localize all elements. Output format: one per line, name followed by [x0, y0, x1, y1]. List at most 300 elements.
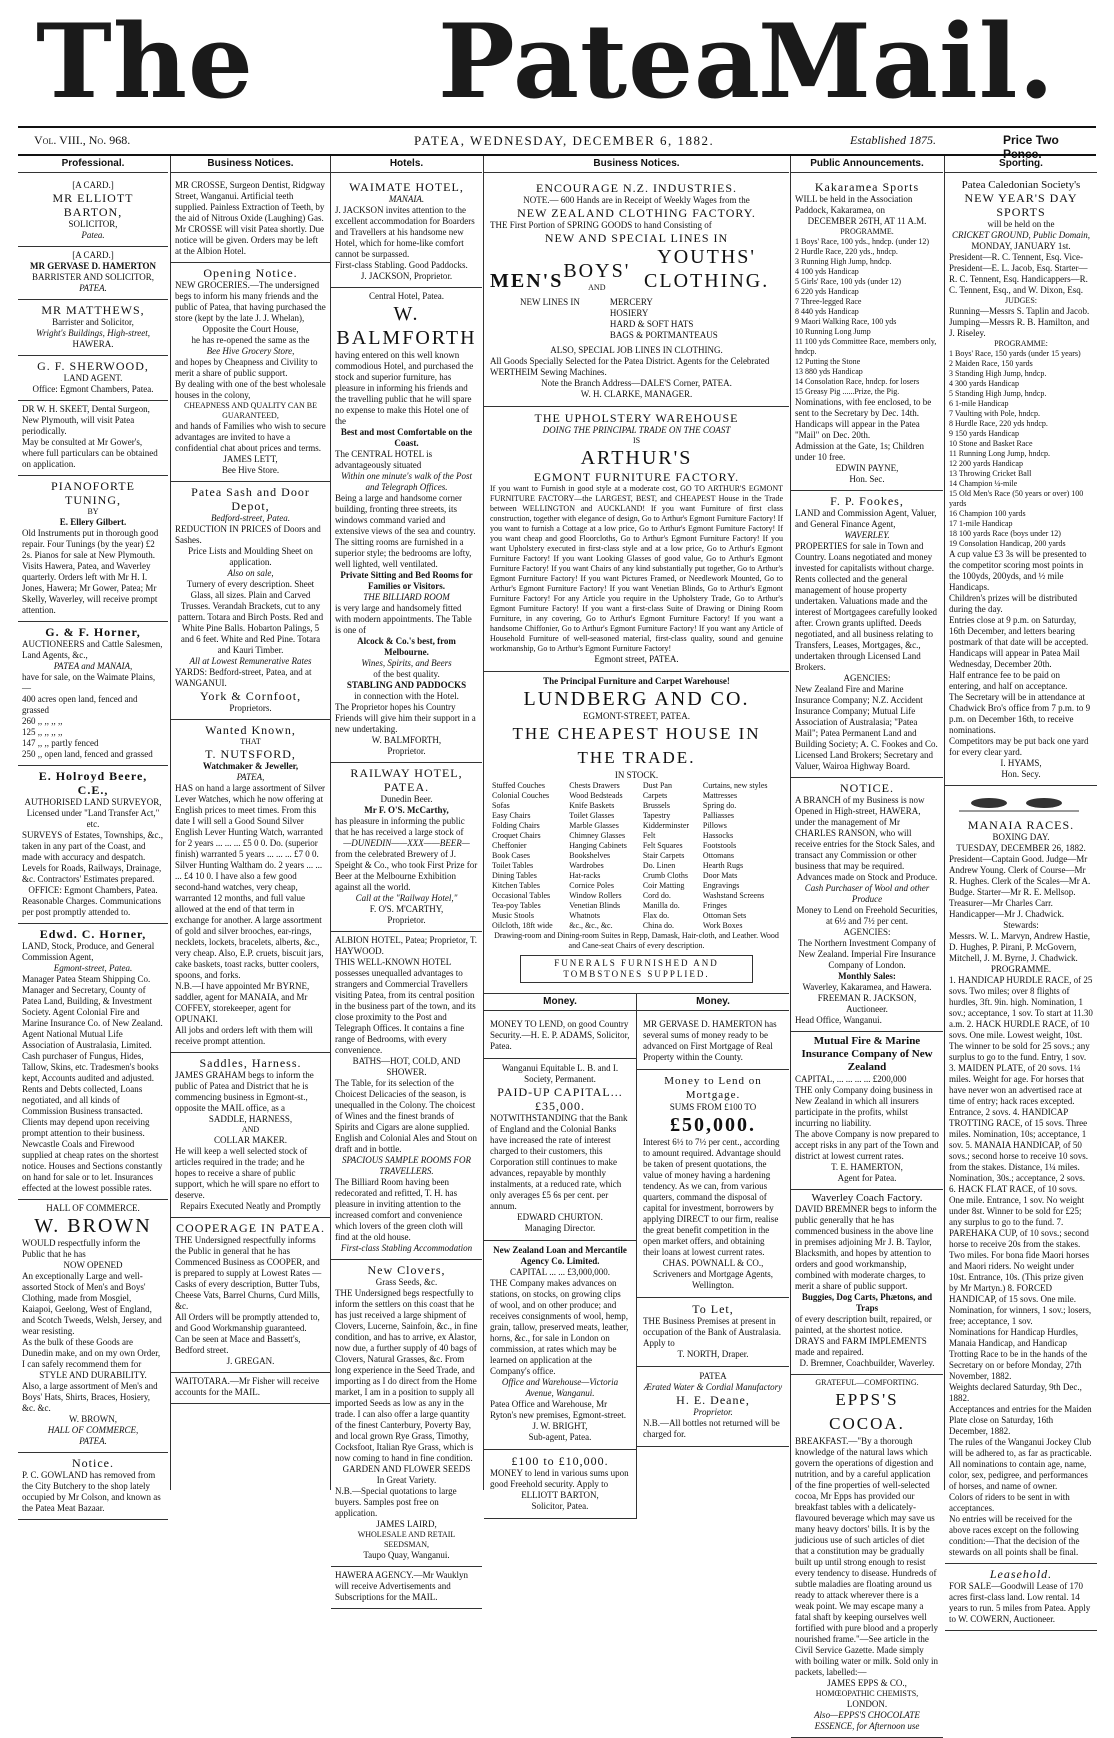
programme-item: 13 Throwing Cricket Ball: [949, 469, 1032, 478]
ad-line: D. Bremner, Coachbuilder, Waverley.: [799, 1358, 935, 1368]
ad-line: PATEA and MANAIA,: [53, 661, 133, 671]
ad-jackson-notice: [791, 778, 943, 1032]
ad-text: Children's prizes will be distributed during the day.: [949, 593, 1078, 614]
ad-text: PROPERTIES for sale in Town and Country. Loans negotiated and money invested for capitalists without charge. Rents collected and the general management of house property undertaken. Valuations made and the interest of Mortgagees carefully looked after. Crown grants uplifted. Deeds negotiated, and all business relating to Transfers, Leases, Mortgages, &c., undertaken through Licensed Land Brokers.: [795, 541, 937, 672]
ad-line: W. H. CLARKE, MANAGER.: [580, 389, 693, 399]
ad-line: GRATEFUL—COMFORTING.: [815, 1378, 919, 1387]
ad-text: having entered on this well known commodious Hotel, and purchased the stock and superior furniture, has pleasure in informing his friends and the travelling public that he will spare no expense to make this Hotel one of the: [335, 350, 474, 426]
ad-title: Waverley Coach Factory.: [811, 1192, 923, 1204]
ad-line: Private Sitting and Bed Rooms for Families or Visitors.: [340, 570, 473, 591]
ad-line: Best and most Comfortable on the Coast.: [340, 427, 473, 448]
ad-graham: [171, 1053, 330, 1218]
ad-line: York & Cornfoot,: [199, 689, 302, 703]
masthead: [18, 2, 1096, 122]
ad-line: Bee Hive Store.: [221, 465, 280, 475]
ad-text: The Northern Investment Company of New Zealand. Imperial Fire Insurance Company of London.: [798, 938, 936, 970]
stock-item: Chests Drawers: [569, 781, 620, 790]
ad-line: W. BALMFORTH,: [371, 735, 442, 745]
ad-line: THE BILLIARD ROOM: [363, 592, 450, 602]
programme-item: 4 300 yards Handicap: [949, 379, 1019, 388]
ad-text: LAND and Commission Agent, Valuer, and General Finance Agent,: [795, 508, 937, 529]
ad-line: First-class Stabling. Good Paddocks.: [335, 260, 468, 270]
ad-title: Wanganui Equitable L. B. and I. Society, Permanent.: [501, 1063, 619, 1084]
programme-item: 13 880 yds Handicap: [795, 367, 863, 376]
ad-line: CRICKET GROUND, Public Domain,: [951, 230, 1091, 240]
stock-row: [490, 781, 783, 791]
ad-waimate-hotel: [331, 177, 482, 288]
place-date: PATEA, WEDNESDAY, DECEMBER 6, 1882.: [414, 133, 715, 148]
ad-text: HAWERA AGENCY.—Mr Wauklyn will receive Advertisements and Subscriptions for the MAIL.: [335, 1570, 468, 1602]
ad-text: Weights declared Saturday, 9th Dec., 1882.: [949, 1382, 1082, 1403]
ad-nutsford: [171, 720, 330, 1053]
programme-item: 3 Running High Jump, hndcp.: [795, 257, 892, 266]
stock-item: Ottomans: [702, 851, 734, 860]
ad-line: Stewards:: [1003, 920, 1039, 930]
stock-item: Curtains, new styles: [702, 781, 768, 790]
ad-pownall: [637, 1070, 789, 1298]
ad-line: EGMONT FURNITURE FACTORY.: [533, 470, 740, 484]
masthead-word-1: The: [36, 2, 254, 122]
programme-item: 9 Maori Walking Race, 100 yds: [795, 317, 897, 326]
stock-item: Chimney Glasses: [569, 831, 626, 840]
stock-item: Dust Pan: [642, 781, 672, 790]
stock-row: [490, 851, 783, 861]
stock-item: Footstools: [702, 841, 737, 850]
column-heading: Money.: [637, 994, 789, 1011]
ad-line: DOING THE PRINCIPAL TRADE ON THE COAST: [542, 425, 731, 435]
column-heading: Hotels.: [331, 156, 482, 173]
ad-line: T. NORTH, Draper.: [677, 1349, 749, 1359]
money-left: [484, 994, 636, 1519]
ad-line: THE CHEAPEST HOUSE IN THE TRADE.: [512, 724, 761, 767]
ad-line: of the best quality.: [373, 669, 440, 679]
ad-line: PATEA.: [79, 1436, 107, 1446]
ad-text: The Table, for its selection of the Choicest Delicacies of the season, is unequalled in the Colony. The choicest of Wines and the finest brands of Spirits and Cigars are alone supplied. English and Colonial Ales and Stout on draft and in bottle.: [335, 1078, 477, 1154]
stock-item: Occasional Tables: [492, 891, 551, 900]
ad-text: HAS on hand a large assortment of Silver Lever Watches, which he now offering at English prices to meet times. From this date I will sell a Good Sound Silver English Lever Hunting Watch, warranted for 2 years ... ... ... £5 0 0. Do. (superior finish) warranted 5 years ... ... ... £7 0 0. Silver Hunting Waltham do. 2 years ... ... ... £4 10 0. I have also a few good second-hand watches, very cheap, warranted 12 months, and full value allowed at the end of that term in exchange for another. A large assortment of gold and silver brooches, ear-rings, necklets, lockets, bracelets, alberts, &c., very cheap. Also, E.P. cruets, biscuit jars, cake baskets, toast racks, butter coolers, spoons, and forks.: [175, 783, 326, 980]
ad-albion-hotel: [331, 932, 482, 1260]
ad-text: of every description built, repaired, or painted, at the shortest notice.: [795, 1314, 932, 1335]
ad-title: Opening Notice.: [203, 266, 298, 280]
ad-text: Messrs. W. L. Marvyn, Andrew Hastie, D. Hughes, P. Pirani, P. McGovern, Mitchell, J. M. Byrne, J. Chadwick.: [949, 931, 1090, 963]
ad-beere: [18, 766, 168, 924]
ad-gowland: [18, 1453, 168, 1520]
ad-line: Proprietor.: [693, 1407, 733, 1417]
ad-line: 125 ,, ,, ,, ,,: [22, 727, 63, 737]
stock-item: Cheffonier: [492, 841, 527, 850]
stock-item: Marble Glasses: [569, 821, 619, 830]
stock-item: Tapestry: [642, 811, 671, 820]
ad-line: Alcock & Co.'s best, from Melbourne.: [357, 636, 456, 657]
column-hotels: [330, 156, 482, 1602]
stock-row: [490, 861, 783, 871]
ad-arthurs: [484, 407, 789, 672]
stock-item: Hassocks: [702, 831, 734, 840]
ad-text: The above Company is now prepared to accept risks in any part of the Town and district at lowest current rates.: [795, 1129, 939, 1161]
ad-title: Mutual Fire & Marine Insurance Company of New Zealand: [801, 1035, 933, 1073]
ad-line: FUNERALS FURNISHED AND TOMBSTONES SUPPLIED.: [520, 955, 753, 983]
ad-text: THE Company makes advances on stations, on stocks, on growing clips of wool, and on other produce; and receives consignments of wool, hemp, grain, tallow, preserved meats, leather, horns, &c., for sale in London on commission, at rates which may be learned on application at the Company's office.: [490, 1278, 629, 1376]
stock-item: Colonial Couches: [492, 791, 550, 800]
ad-line: PROGRAMME.: [840, 227, 894, 236]
ad-hawera-agency: [331, 1567, 482, 1609]
ad-mutual-fire: [791, 1032, 943, 1190]
ad-skeet: [18, 401, 168, 476]
ad-line: 400 acres open land, fenced and grassed: [22, 694, 138, 715]
ad-text: and hands of Families who wish to secure advantages are invited to have a confidential chat about prices and terms.: [175, 421, 326, 453]
ad-title: New Zealand Loan and Mercantile Agency Co. Limited.: [493, 1245, 627, 1266]
ad-line: SUMS FROM £100 TO: [669, 1102, 757, 1112]
ad-crosse: [171, 177, 330, 263]
ad-text: MR CROSSE, Surgeon Dentist, Ridgway Street, Wanganui. Artificial teeth supplied. Painless Extraction of Teeth, by the aid of Nitrous Oxide (Laughing) Gas.: [175, 180, 325, 223]
ad-title: F. P. Fookes,: [830, 494, 904, 508]
ad-line: Proprietor.: [387, 915, 426, 925]
ad-text: N.B.—I have appointed Mr BYRNE, saddler, agent for MANAIA, and Mr COFFEY, storekeeper, agent for OPUNAKI.: [175, 981, 310, 1024]
stock-item: Ottoman Sets: [702, 911, 747, 920]
ad-line: Egmont street, PATEA.: [594, 654, 679, 664]
programme-item: 2 Maiden Race, 150 yards: [949, 359, 1033, 368]
stock-item: Washstand Screens: [702, 891, 765, 900]
ad-title: MR GERVASE D. HAMERTON: [29, 261, 157, 271]
ad-line: FREEMAN R. JACKSON,: [817, 993, 917, 1003]
ad-text: As the bulk of these Goods are Dunedin make, and on my own Order, I can safely recommend them for: [22, 1337, 161, 1369]
ad-text: THE Undersigned begs respectfully to inform the settlers on this coast that he has just received a large shipment of Clovers, Lucerne, Sainfoin, &c., in fine condition, and has to arrive, ex Alastor, now due, a further supply of 40 bags of Clovers, Natural Grasses, &c. From long experience in the Seed Trade, and importing as I do direct from the Home market, I am in a position to supply all imported Seeds as low as any in the trade. I can also offer a large quantity of the finest Canterbury, Poverty Bay, and local grown Rye Grass, Timothy, Cocksfoot, Italian Rye Grass, which is now coming to hand in fine condition.: [335, 1288, 478, 1463]
ad-line: Managing Director.: [524, 1223, 596, 1233]
ad-line: Office: Egmont Chambers, Patea.: [32, 384, 154, 394]
ad-line: HALL OF COMMERCE,: [47, 1425, 139, 1435]
ad-line: W. BALMFORTH: [336, 303, 477, 349]
ad-title: H. E. Deane,: [676, 1393, 750, 1407]
stock-item: Carpets: [642, 791, 668, 800]
programme-item: 4 100 yds Handicap: [795, 267, 859, 276]
established-note: Established 1875.: [850, 133, 936, 147]
ad-title: W. BROWN: [34, 1215, 152, 1237]
ad-line: Bee Hive Grocery Store,: [206, 346, 295, 356]
ad-line: F. O'S. M'CARTHY,: [369, 904, 444, 914]
ad-line: Call at the "Railway Hotel,": [355, 893, 458, 903]
ad-text: J. JACKSON invites attention to the excellent accommodation for Boarders and Travellers at his handsome new Hotel, which for home-like comfort cannot be surpassed.: [335, 205, 475, 259]
ad-text: NEW GROCERIES.—The undersigned begs to inform his many friends and the public of Patea, that having purchased the store (kept by the late J. J. Whelan),: [175, 280, 326, 323]
stock-item: Bookshelves: [569, 851, 611, 860]
ad-line: Price Lists and Moulding Sheet on application.: [188, 546, 313, 567]
ad-text: Half entrance fee to be paid on entering, and half on acceptance.: [949, 670, 1068, 691]
stock-item: Cord do.: [642, 891, 671, 900]
stock-item: Door Mats: [702, 871, 738, 880]
ad-text: DAVID BREMNER begs to inform the public generally that he has commenced business in the above line in premises adjoining Mr J. B. Taylor, Blacksmith, and hopes by attention to orders and good workmanship, combined with moderate charges, to merit a share of public support.: [795, 1204, 937, 1291]
programme-item: 15 Old Men's Race (50 years or over) 100 yards: [949, 489, 1084, 508]
ad-deane: [637, 1367, 789, 1447]
stock-row: [490, 871, 783, 881]
programme-item: 6 1-mile Handicap: [949, 399, 1009, 408]
ad-text: Admission at the Gate, 1s; Children under 10 free.: [795, 441, 924, 462]
ad-text: Turnery of every description. Sheet Glass, all sizes. Plain and Carved Trusses. Verandah Brackets, cut to any pattern. Totara and Birch Posts. Red and White Pine Balls. Hobarton Palings, 5 and 6 feet. White and Red Pine. Totara and Kauri Timber.: [177, 579, 324, 655]
ad-line: Dunedin Beer.: [380, 794, 433, 804]
stock-item: Wood Bedsteads: [569, 791, 623, 800]
stock-item: Brussels: [642, 801, 670, 810]
ad-text: All Orders will be promptly attended to, and Good Workmanship guaranteed.: [175, 1312, 320, 1333]
ad-line: PATEA: [699, 1371, 727, 1381]
ad-line: Mr F. O'S. McCarthy,: [364, 805, 449, 815]
ad-line: Grass Seeds, &c.: [375, 1277, 438, 1287]
ad-hamerton-money: [637, 1015, 789, 1070]
stock-row: [490, 921, 783, 931]
ad-line: E. Ellery Gilbert.: [59, 517, 127, 527]
ad-text: THIS WELL-KNOWN HOTEL possesses unequalled advantages to strangers and Commercial Travellers visiting Patea, from its central position in the business part of the town, and its close proximity to the Post and Telegraph Offices. It contains a fine range of Bedrooms, with every convenience.: [335, 957, 476, 1055]
ad-line: LONDON.: [846, 1699, 888, 1709]
programme-item: 7 Vaulting with Pole, hndcp.: [949, 409, 1040, 418]
ad-line: CHEAPNESS AND QUALITY CAN BE GUARANTEED,: [183, 401, 318, 420]
racehorse-illustration: [949, 789, 1089, 815]
programme-list: [795, 237, 939, 397]
ad-lett: [171, 263, 330, 482]
ad-line: OFFICE: Egmont Chambers, Patea.: [28, 885, 158, 895]
ad-text: The Secretary will be in attendance at Chadwick Bro's office from 7 p.m. to 9 p.m. on December 16th, to receive nominations.: [949, 692, 1091, 735]
stock-item: Kidderminster: [642, 821, 690, 830]
ad-line: In Great Variety.: [376, 1475, 437, 1485]
ad-line: Sub-agent, Patea.: [528, 1432, 592, 1442]
stock-item: Croquet Chairs: [492, 831, 541, 840]
ad-line: J. W. BRIGHT,: [532, 1421, 588, 1431]
ad-text: All nominations to contain age, name, color, sex, pedigree, and performances of horses, and name of owner.: [949, 1459, 1088, 1491]
stock-item: Hearth Rugs: [702, 861, 744, 870]
ad-line: EDWIN PAYNE,: [835, 463, 899, 473]
ad-line: Monthly Sales:: [838, 971, 896, 981]
ad-line: Auctioneer.: [846, 1004, 888, 1014]
programme-item: 18 100 yards Race (boys under 12): [949, 529, 1061, 538]
ad-text: DRAYS and FARM IMPLEMENTS made and repaired.: [795, 1336, 927, 1357]
ad-line: SPACIOUS SAMPLE ROOMS FOR TRAVELLERS.: [341, 1155, 472, 1176]
stock-item: Wardrobes: [569, 861, 604, 870]
ad-line: T. E. HAMERTON,: [831, 1162, 903, 1172]
ad-line: Licensed under "Land Transfer Act," etc.: [26, 808, 160, 829]
ad-text: DR W. H. SKEET, Dental Surgeon, New Plymouth, will visit Patea periodically.: [22, 404, 150, 436]
programme-item: 5 Girls' Race, 100 yds (under 12): [795, 277, 902, 286]
ad-line: Repairs Executed Neatly and Promptly: [180, 1201, 321, 1211]
ad-line: CAPITAL ... ... £3,000,000.: [510, 1267, 610, 1277]
ad-horner-edwd: [18, 924, 168, 1200]
ad-title: Central Hotel, Patea.: [369, 291, 444, 301]
ad-title: NEW ZEALAND CLOTHING FACTORY.: [517, 206, 756, 220]
ad-line: All at Lowest Remunerative Rates: [189, 656, 312, 666]
ad-text: BREAKFAST.—"By a thorough knowledge of the natural laws which govern the operations of digestion and nutrition, and by a careful application of the fine properties of well-selected cocoa, Mr Epps has provided our breakfast tables with a delicately-flavoured beverage which may save us many heavy doctors' bills. It is by the judicious use of such articles of diet that a constitution may be gradually built up until strong enough to resist every tendency to disease. Hundreds of subtle maladies are floating around us ready to attack wherever there is a weak point. We may escape many a fatal shaft by keeping ourselves well fortified with pure blood and a properly nourished frame."—See article in the Civil Service Gazette. Made simply with boiling water or milk. Sold only in packets, labelled:—: [795, 1436, 938, 1677]
column-heading: Money.: [484, 994, 636, 1011]
stock-item: Oilcloth, 18ft wide: [492, 921, 553, 930]
programme-item: 1 Boys' Race, 100 yds., hndcp. (under 12): [795, 237, 930, 246]
ad-line: MONDAY, JANUARY 1st.: [971, 241, 1071, 251]
programme-item: 10 Stone and Basket Race: [949, 439, 1033, 448]
ad-text: MONEY TO LEND, on good Country Security.—H. E. P. ADAMS, Solicitor, Patea.: [490, 1019, 630, 1051]
stock-row: [490, 901, 783, 911]
programme-item: 12 Putting the Stone: [795, 357, 861, 366]
ad-text: A BRANCH of my Business is now Opened in High-street, HAWERA, under the management of Mr CHARLES RANSON, who will receive entries for the Stock Sales, and transact any Commission or other business that may be required.: [795, 795, 935, 871]
programme-item: 5 Standing High Jump, hndcp.: [949, 389, 1047, 398]
ad-fookes: [791, 491, 943, 778]
ad-title: E. Holroyd Beere, C.E.,: [38, 769, 148, 797]
stock-row: [490, 911, 783, 921]
programme-item: 8 440 yds Handicap: [795, 307, 859, 316]
ad-title: Leasehold.: [989, 1567, 1053, 1581]
ad-line: —DUNEDIN——XXX——BEER—: [343, 838, 470, 848]
column-public-announcements: [790, 156, 943, 1731]
masthead-word-2: Patea: [438, 2, 762, 122]
stock-row: [490, 891, 783, 901]
ad-text: WOULD respectfully inform the Public that he has: [22, 1238, 141, 1259]
programme-item: 15 Greasy Pig ......Prize, the Pig.: [795, 387, 900, 396]
ad-line: Barrister and Solicitor,: [52, 317, 134, 327]
ad-adams: [484, 1015, 636, 1059]
ad-line: 250 ,, open land, fenced and grassed: [22, 749, 153, 759]
stock-item: Felt Squares: [642, 841, 683, 850]
column-sporting: [944, 156, 1097, 1624]
ad-line: ELLIOTT BARTON,: [521, 1490, 599, 1500]
ad-line: NOTE.— 600 Hands are in Receipt of Weekly Wages from the: [523, 195, 750, 205]
ad-line: NEW AND SPECIAL LINES IN: [544, 231, 729, 245]
ad-text: If you want to Furnish in good style at a moderate cost, GO TO ARTHUR'S EGMONT FURNITURE FACTORY—the LARGEST, BEST, and CHEAPEST House in the Trade between WELLINGTON and AUCKLAND! If you want Furniture of first class construction, together with elegance of design, Go to Arthur's Egmont Furniture Factory! If you want to furnish a Cottage at a low price, Go to Arthur's Egmont Furniture Factory! If you want cheap and good Floorcloths, Go to Arthur's Egmont Furniture Factory! If you want Upholstery executed in first-class style and at a low price, Go to Arthur's Egmont Furniture Factory! If you want Looking Glasses of good value, Go to Arthur's Egmont Furniture Factory! If you want Chairs of any kind substantially put together, Go to Arthur's Egmont Furniture Factory! If you want Pictures Framed, or Needlework Mounted, Go to Arthur's Egmont Furniture Factory! If you want Venetian Blinds, Go to Arthur's Egmont Furniture Factory! For any Article you require in the Upholstery Trade, Go to Arthur's Egmont Furniture Factory! If you want a first-class Suite of Drawing or Dining Room Furniture, in any covering, Go to Arthur's Egmont Furniture Factory! If you want a handsome Chiffonier, Go to Arthur's Egmont Furniture Factory! If you want any Article of Household Furniture of well-seasoned material, first-class quality, sound and genuine workmanship, Go to Arthur's Egmont Furniture Factory!: [490, 484, 783, 653]
ad-title: LUNDBERG AND CO.: [523, 688, 750, 710]
ad-line: LAND AGENT.: [63, 373, 123, 383]
ad-text: 1. HANDICAP HURDLE RACE, of 25 sovs. Two miles; over 8 flights of hurdles, 3ft. 9in. high. Nomination, 1 sov.; acceptance, 1 sov. To start at 11.30 a.m. 2. HACK HURDLE RACE, of 10 sovs. One mile. Lowest weight, 10st. The winner to be sold for 25 sovs.; any surplus to go to the fund. Entry, 1 sov. 3. MAIDEN PLATE, of 20 sovs. 1¼ miles. Weight for age. For horses that have never won an advertised race at time of entry; hack races excepted. Entrance, 2 sovs. 4. HANDICAP TROTTING RACE, of 15 sovs. Three miles. Nomination, 10s; acceptance, 1 sov. 5. MANAIA HANDICAP, of 50 sovs.; second horse to receive 10 sovs. from the stakes. Distance, 1¼ miles. Nomination, 30s.; acceptance, 2 sovs. 6. HACK FLAT RACE, of 10 sovs. One mile. Entrance, 1 sov. No weight under 8st. Winner to be sold for £25; any surplus to go to the fund. 7. PAREHAKA CUP, of 10 sovs.; second horse to receive 20s from the stakes. Two miles. For bona fide Maori horses and Maori riders. No weight under 10st. Entrance, 10s. (This prize given by Mr Martyn.) 8. FORCED HANDICAP, of 15 sovs. One mile. Nomination, for winners, 1 sov.; losers, free; acceptance, 1 sov.: [949, 975, 1093, 1326]
ad-line: JUDGES:: [1004, 296, 1037, 305]
programme-list: [949, 349, 1093, 549]
ad-text: REDUCTION IN PRICES of Doors and Sashes.: [175, 524, 321, 545]
ad-text: Reasonable Charges. Communications per post promptly attended to.: [22, 896, 162, 917]
column-heading: Sporting.: [945, 156, 1097, 173]
ad-text: ALBION HOTEL, Patea; Proprietor, T. HAYWOOD.: [335, 935, 478, 956]
stock-item: Folding Chairs: [492, 821, 540, 830]
ad-line: WAVERLEY.: [844, 530, 890, 540]
ad-title: To Let,: [692, 1302, 734, 1316]
column-professional: [18, 156, 168, 1513]
ad-title: Patea Caledonian Society's: [961, 179, 1081, 191]
ad-text: Running—Messrs S. Taplin and Jacob. Jumping—Messrs R. B. Hamilton, and J. Riseley.: [949, 306, 1090, 338]
ad-text: from the celebrated Brewery of J. Speight & Co., who took First Prize for Beer at the Melbourne Exhibition against all the world.: [335, 849, 478, 892]
ad-title: ARTHUR'S: [580, 447, 693, 469]
column-heading: Professional.: [18, 156, 168, 173]
ad-text: N.B.—All bottles not returned will be charged for.: [643, 1418, 780, 1439]
ad-text: No entries will be received for the above races except on the following condition:—That the decision of the stewards on all points shall be final.: [949, 1514, 1080, 1557]
stock-item: Sofas: [492, 801, 510, 810]
ad-brown: [18, 1200, 168, 1453]
new-lines: [490, 293, 783, 345]
ad-horner-gf: [18, 622, 168, 766]
stock-row: [490, 881, 783, 891]
ad-line: HOSIERY: [609, 308, 649, 318]
ad-text: and hopes by Cheapness and Civility to merit a share of public support.: [175, 357, 318, 378]
stock-row: [490, 821, 783, 831]
programme-item: 7 Three-legged Race: [795, 297, 862, 306]
ad-line: 147 ,, ,, partly fenced: [22, 738, 99, 748]
programme-item: 11 Running Long Jump, hndcp.: [949, 449, 1051, 458]
ad-text: Old Instruments put in thorough good repair. Four Tunings (by the year) £2 2s. Pianos for sale at New Plymouth. Visits Hawera, Patea, and Waverley quarterly. Orders left with Mr H. I. Jones, Hawera; Mr Gower, Patea; Mr Skelly, Waverley, will receive prompt attention.: [22, 528, 159, 615]
ad-line: PATEA.: [79, 283, 107, 293]
ad-text: WAITOTARA.—Mr Fisher will receive accounts for the MAIL.: [175, 1376, 320, 1397]
ad-nz-loan: [484, 1241, 636, 1450]
ad-line: HARD & SOFT HATS: [609, 319, 694, 329]
ad-text: Also, a large assortment of Men's and Boys' Hats, Shirts, Braces, Hosiery, &c. &c.: [22, 1381, 158, 1413]
volume-number: Vol. VIII., No. 968.: [34, 133, 131, 147]
ad-line: HALL OF COMMERCE.: [46, 1203, 140, 1213]
ad-line: Office and Warehouse—Victoria Avenue, Wanganui.: [501, 1377, 619, 1398]
ad-text: THE Undersigned respectfully informs the Public in general that he has Commenced Business as COOPER, and is prepared to supply at Lowest Rates — Casks of every description, Butter Tubs, Cheese Vats, Barrel Churns, Curd Mills, &c.: [175, 1235, 322, 1311]
ad-line: YOUTHS' CLOTHING.: [644, 246, 770, 292]
ad-line: will be held on the: [987, 219, 1055, 229]
ad-line: [A CARD.]: [72, 180, 114, 190]
ad-text: JAMES GRAHAM begs to inform the public of Patea and District that he is commencing business in Egmont-st., opposite the MAIL office, as a: [175, 1070, 314, 1113]
stock-table: [490, 781, 783, 931]
ad-central-hotel: [331, 288, 482, 763]
ad-line: MERCERY: [609, 297, 653, 307]
stock-item: Kitchen Tables: [492, 881, 540, 890]
ad-leasehold: [945, 1564, 1097, 1631]
ad-line: BOYS': [563, 260, 631, 282]
ad-to-let: [637, 1298, 789, 1367]
ad-line: STYLE AND DURABILITY.: [39, 1370, 147, 1380]
ad-line: J. JACKSON, Proprietor.: [360, 271, 453, 281]
ad-barton: [18, 177, 168, 247]
ad-text: NOTWITHSTANDING that the Bank of England and the Colonial Banks have increased the rate of interest charged to their customers, this Corporation still continues to make advances, repayable by monthly instalments, at a reduced rate, which only averages £5 6s per cent. per annum.: [490, 1113, 628, 1211]
ad-line: First-class Stabling Accommodation: [340, 1243, 473, 1253]
ad-clothing-factory: [484, 177, 789, 407]
ad-title: G. F. SHERWOOD,: [37, 359, 149, 373]
ad-caledonian-sports: [945, 177, 1097, 786]
ad-line: MEN'S: [490, 270, 564, 292]
ad-text: MR GERVASE D. HAMERTON has several sums of money ready to be advanced on First Mortgage of Real Property within the County.: [643, 1019, 777, 1062]
stock-row: [490, 841, 783, 851]
programme-item: 6 220 yds Handicap: [795, 287, 859, 296]
stock-item: Coir Matting: [642, 881, 685, 890]
column-business-notices-wide: [483, 156, 789, 1511]
ad-title: NOTICE.: [840, 781, 894, 795]
stock-item: Palliasses: [702, 811, 734, 820]
price-note: Price Two Pence.: [1003, 133, 1059, 161]
ad-title: Wanted Known,: [205, 723, 296, 737]
ad-line: Watchmaker & Jeweller,: [202, 761, 299, 771]
ad-title: WAIMATE HOTEL,: [349, 180, 464, 194]
ad-line: COLLAR MAKER.: [213, 1135, 287, 1145]
ad-hamerton: [18, 247, 168, 300]
ad-line: BAGS & PORTMANTEAUS: [609, 330, 718, 340]
ad-text: Competitors may be put back one yard for every clear yard.: [949, 736, 1089, 757]
ad-line: Hon. Secy.: [1001, 769, 1041, 779]
ad-line: Opposite the Court House,: [202, 324, 299, 334]
ad-line: AUTHORISED LAND SURVEYOR,: [24, 797, 162, 807]
ad-text: Can be seen at Mace and Bassett's, Bedford street.: [175, 1334, 301, 1355]
stock-item: Venetian Blinds: [569, 901, 621, 910]
stock-item: Stair Carpets: [642, 851, 685, 860]
ad-text: have for sale, on the Waimate Plains,—: [22, 672, 156, 693]
programme-item: 8 Hurdle Race, 220 yds hndcp.: [949, 419, 1048, 428]
ad-manaia-races: [945, 786, 1097, 1564]
ad-line: JAMES LAIRD,: [376, 1519, 437, 1529]
ad-text: New Zealand Fire and Marine Insurance Company; N.Z. Accident Insurance Company; Mutual Life Association of Australasia; "Patea Mail"; Patea Permanent Land and Building Society; A. C. Fookes and Co. Licensed Land Brokers; Secretary and Valuer, Wairoa Highway Board.: [795, 684, 938, 771]
programme-item: 1 Boys' Race, 150 yards (under 15 years): [949, 349, 1081, 358]
ad-title: PIANOFORTE TUNING,: [51, 479, 135, 507]
ad-line: AGENCIES:: [843, 673, 891, 683]
ad-line: PROGRAMME.: [990, 964, 1052, 974]
ad-line: BOXING DAY.: [992, 832, 1050, 842]
ad-line: JAMES EPPS & CO.,: [827, 1678, 907, 1688]
stock-item: Easy Chairs: [492, 811, 531, 820]
ad-text: President—Captain Good. Judge—Mr Andrew Young. Clerk of Course—Mr R. Hughes. Clerk of the Scales—Mr A. Budge. Starter—Mr R. E. Mellsop. Treasurer—Mr Charles Carr. Handicapper—Mr J. Chadwick.: [949, 854, 1091, 919]
column-business-notices: [170, 156, 330, 1490]
ad-line: he has re-opened the same as the: [191, 335, 310, 345]
ad-text: Interest 6½ to 7½ per cent., according to amount required. Advantage should be taken of present quotations, the value of money having a hardening tendency. As we can, from various quarters, command the disposal of capital for investment, borrowers by applying DIRECT to our firm, realise the great benefit competition in the open market offers, and obtaining their loans at lowest current rates.: [643, 1137, 781, 1257]
ad-line: DECEMBER 26TH, AT 11 A.M.: [807, 216, 927, 226]
ad-line: Within one minute's walk of the Post and Telegraph Offices.: [341, 471, 472, 492]
ad-line: GARDEN AND FLOWER SEEDS: [342, 1464, 471, 1474]
ad-line: JAMES LETT,: [223, 454, 278, 464]
ad-line: [A CARD.]: [72, 250, 114, 260]
